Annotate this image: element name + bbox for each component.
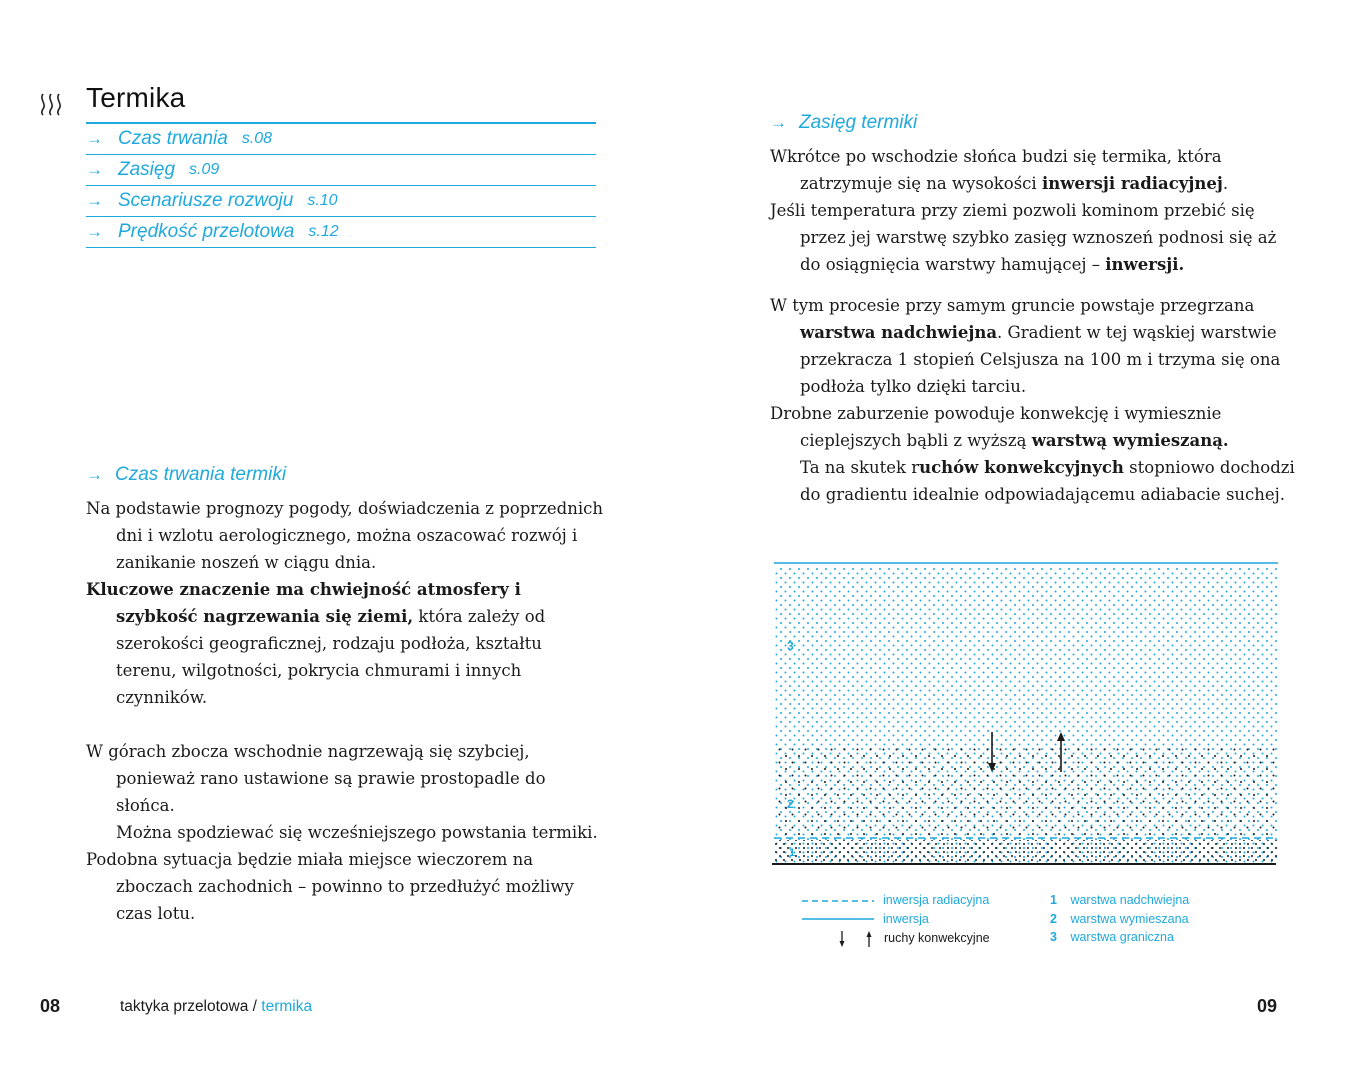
paragraph: [770, 143, 1300, 197]
arrow-right-icon: →: [86, 191, 103, 210]
layer-label-2: 2: [787, 797, 794, 811]
paragraph-text: która zależy od szerokości geograficznej, rodzaju podłoża, kształtu terenu, wilgotności, pokrycia chmurami i innych czynników.: [116, 607, 546, 707]
toc-item-label: Prędkość przelotowa: [118, 221, 295, 242]
toc-item-zasieg[interactable]: [86, 155, 596, 186]
breadcrumb: [120, 998, 312, 1016]
paragraph: Na podstawie prognozy pogody, doświadczenia z poprzednich dni i wzlotu aerologicznego, można oszacować rozwój i zanikanie noszeń w ciągu dnia.: [86, 499, 603, 572]
toc-item-scenariusze[interactable]: [86, 186, 596, 217]
legend-item-2: [1050, 912, 1189, 926]
bold-text: uchów konwekcyjnych: [919, 458, 1124, 477]
section-heading-zasieg: [770, 112, 917, 134]
toc-item-page: s.10: [307, 192, 338, 209]
paragraph: [770, 197, 1300, 278]
legend-number: 3: [1050, 930, 1057, 944]
paragraph-continuation: [770, 454, 1300, 508]
bold-text: warstwa nadchwiejna: [800, 323, 998, 342]
bold-text: inwersji radiacyjnej: [1041, 174, 1223, 193]
paragraph: W górach zbocza wschodnie nagrzewają się szybciej, ponieważ rano ustawione są prawie prostopadle do słońca.: [86, 742, 546, 815]
left-body-text: [86, 495, 606, 927]
toc-item-page: s.12: [308, 223, 339, 240]
layer-label-3: 3: [787, 639, 794, 653]
page-number-right: 09: [1257, 996, 1278, 1016]
bold-text: inwersji.: [1105, 255, 1185, 274]
paragraph-continuation: Można spodziewać się wcześniejszego powstania termiki.: [116, 823, 598, 842]
right-body-text: [770, 143, 1300, 508]
paragraph-text: W tym procesie przy samym gruncie powstaje przegrzana: [770, 296, 1255, 315]
legend-text: warstwa wymieszana: [1070, 912, 1189, 926]
legend-label-radiation-inversion: inwersja radiacyjna: [883, 893, 990, 907]
breadcrumb-current[interactable]: termika: [261, 998, 313, 1015]
legend-number: 2: [1050, 912, 1057, 926]
toc-item-predkosc[interactable]: [86, 217, 596, 248]
legend-text: warstwa nadchwiejna: [1070, 893, 1190, 907]
breadcrumb-separator: /: [248, 998, 262, 1015]
arrow-right-icon: →: [770, 113, 787, 132]
paragraph-text: Jeśli temperatura przy ziemi pozwoli kominom przebić się przez jej warstwę szybko zasięg wznoszeń podnosi się aż do osiągnięcia warstwy hamującej –: [770, 201, 1277, 274]
paragraph: [86, 576, 606, 711]
paragraph-text: .: [1222, 174, 1229, 193]
arrow-right-icon: →: [86, 465, 103, 484]
layer-label-1: 1: [789, 847, 796, 859]
legend-number: 1: [1050, 893, 1057, 907]
page-title: Termika: [86, 82, 186, 113]
toc-item-page: s.08: [241, 130, 273, 147]
section-heading-czas-trwania: [86, 464, 286, 486]
arrow-right-icon: →: [86, 129, 103, 148]
legend-label-inversion: inwersja: [883, 912, 929, 926]
section-heading-text: Zasięg termiki: [799, 112, 918, 133]
bold-text: Kluczowe znaczenie ma chwiejność atmosfery i szybkość nagrzewania się ziemi,: [86, 580, 521, 626]
paragraph: [770, 292, 1300, 400]
mixed-layer: [774, 746, 1278, 836]
paragraph-text: Drobne zaburzenie powoduje konwekcję i wymiesznie cieplejszych bąbli z wyższą: [770, 404, 1222, 450]
breadcrumb-main[interactable]: taktyka przelotowa: [120, 998, 249, 1015]
bold-text: warstwą wymieszaną.: [1031, 431, 1229, 450]
toc-item-label: Scenariusze rozwoju: [118, 190, 294, 211]
paragraph-text: . Gradient w tej wąskiej warstwie przekracza 1 stopień Celsjusza na 100 m i trzyma się ona podłoża tylko dzięki tarciu.: [800, 323, 1281, 396]
toc-item-label: Czas trwania: [118, 128, 228, 149]
toc-item-label: Zasięg: [118, 159, 176, 180]
paragraph-text: Ta na skutek r: [800, 458, 920, 477]
arrow-right-icon: →: [86, 160, 103, 179]
table-of-contents: [86, 122, 596, 248]
paragraph-text: Wkrótce po wschodzie słońca budzi się termika, która zatrzymuje się na wysokości: [770, 147, 1222, 193]
legend-text: warstwa graniczna: [1070, 930, 1174, 944]
arrow-right-icon: →: [86, 222, 103, 241]
legend-label-convection: ruchy konwekcyjne: [884, 931, 990, 945]
toc-item-page: s.09: [189, 161, 220, 178]
legend-item-1: [1050, 893, 1189, 907]
legend-symbols: [800, 893, 880, 953]
section-heading-text: Czas trwania termiki: [115, 464, 287, 485]
superadiabatic-layer: [774, 840, 1278, 862]
paragraph: Podobna sytuacja będzie miała miejsce wieczorem na zboczach zachodnich – powinno to przedłużyć możliwy czas lotu.: [86, 850, 574, 923]
legend-item-3: [1050, 930, 1174, 944]
paragraph: [770, 400, 1300, 454]
page-number-left: 08: [40, 996, 61, 1016]
paragraph-text: stopniowo dochodzi do gradientu idealnie odpowiadającemu adiabacie suchej.: [800, 458, 1295, 504]
atmosphere-layers-diagram: [770, 558, 1280, 870]
toc-item-czas-trwania[interactable]: [86, 124, 596, 155]
arrows-up-down-icon: [840, 931, 872, 947]
heat-waves-icon: [38, 92, 66, 116]
